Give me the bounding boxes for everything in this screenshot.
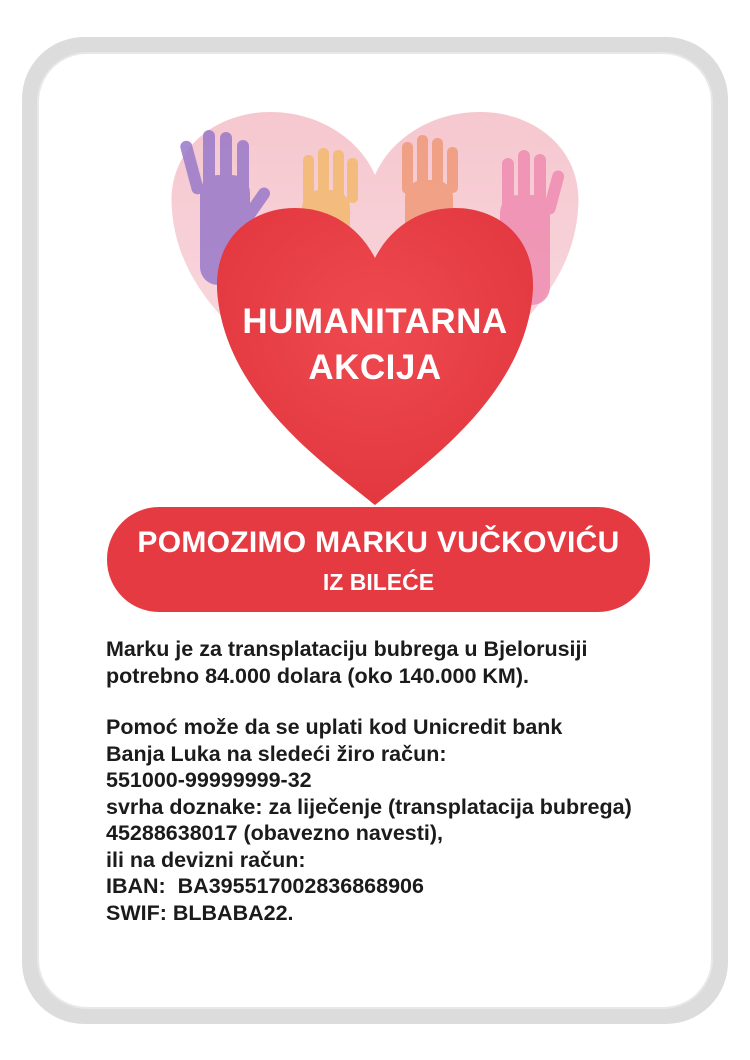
campaign-banner <box>107 507 650 612</box>
info-line: svrha doznake: za liječenje (transplatacija bubrega) <box>106 794 632 819</box>
info-paragraph-1 <box>106 636 686 689</box>
heart-title-line2: AKCIJA <box>308 348 442 387</box>
banner-subheadline: IZ BILEĆE <box>322 569 435 595</box>
info-line: Pomoć može da se uplati kod Unicredit bank <box>106 715 563 739</box>
iban: IBAN: BA395517002836868906 <box>106 874 424 898</box>
heart-illustration <box>0 0 750 520</box>
heart-title-line1: HUMANITARNA <box>242 302 508 341</box>
info-line: potrebno 84.000 dolara (oko 140.000 KM). <box>106 663 529 688</box>
swift: SWIF: BLBABA22. <box>106 900 294 925</box>
banner-headline: POMOZIMO MARKU VUČKOVIĆU <box>137 526 620 559</box>
info-line: ili na devizni račun: <box>106 847 306 872</box>
info-line: Marku je za transplataciju bubrega u Bjelorusiji <box>106 637 588 661</box>
reference-number: 45288638017 (obavezno navesti), <box>106 821 444 845</box>
info-paragraph-2 <box>106 714 686 926</box>
account-number: 551000-99999999-32 <box>106 768 312 792</box>
info-line: Banja Luka na sledeći žiro račun: <box>106 741 447 766</box>
